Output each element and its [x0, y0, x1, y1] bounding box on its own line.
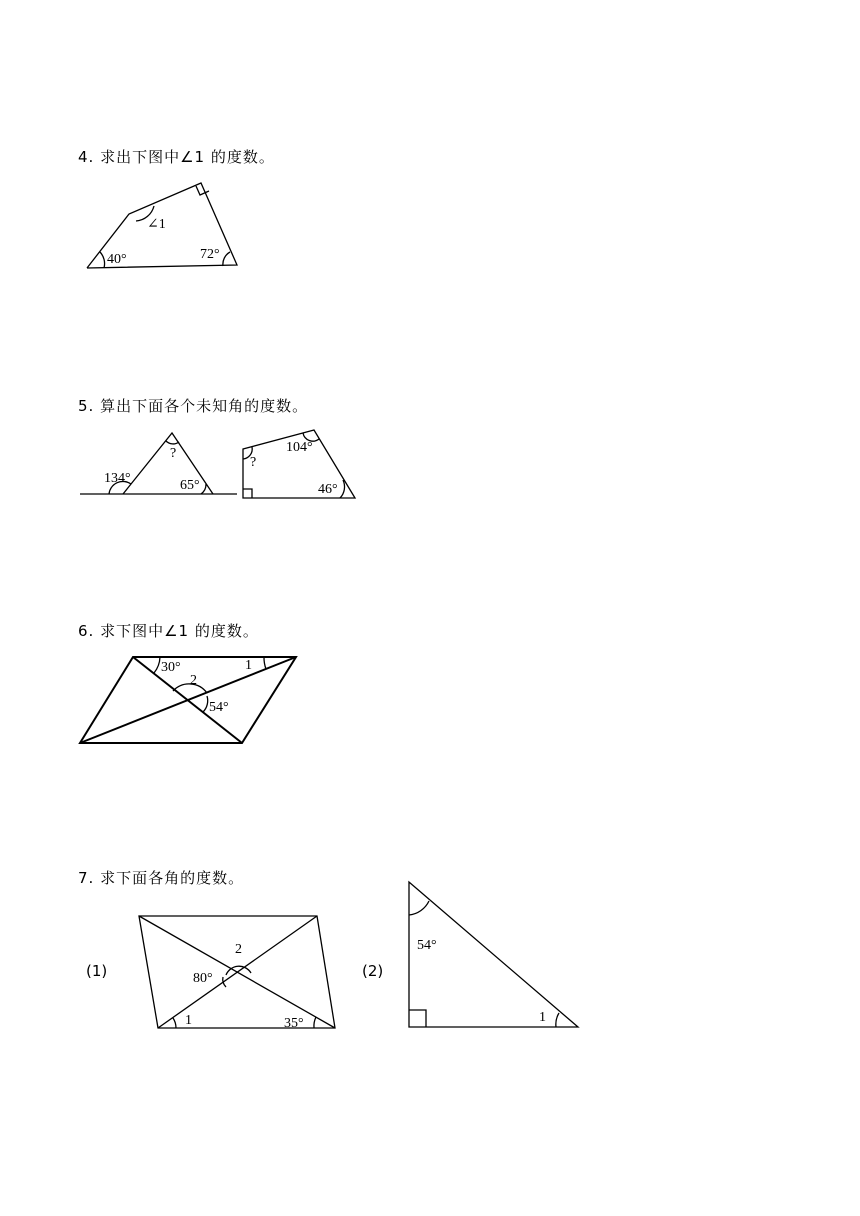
question-text: 算出下面各个未知角的度数。 — [100, 397, 309, 415]
question-number: 5. — [78, 397, 95, 415]
right-triangle-outline — [409, 882, 578, 1027]
sub-label-1: (1) — [86, 962, 108, 980]
label-72: 72° — [200, 247, 220, 262]
question-text: 求下面各角的度数。 — [100, 869, 245, 887]
label-46: 46° — [318, 482, 338, 497]
question-number: 4. — [78, 148, 95, 166]
question-text: 求下图中∠1 的度数。 — [100, 622, 259, 640]
angle-1-arc — [173, 1018, 176, 1028]
right-angle-mark — [409, 1010, 426, 1027]
label-quad-unknown: ? — [250, 455, 257, 470]
label-54: 54° — [209, 700, 229, 715]
angle-1-arc — [556, 1013, 559, 1027]
label-2: 2 — [235, 942, 242, 957]
label-65: 65° — [180, 478, 200, 493]
question-number: 7. — [78, 869, 95, 887]
label-angle-1: ∠1 — [147, 217, 166, 232]
label-1: 1 — [539, 1010, 546, 1025]
label-35: 35° — [284, 1016, 304, 1031]
label-2: 2 — [190, 673, 197, 688]
angle-54-arc — [409, 901, 429, 915]
question-text: 求出下图中∠1 的度数。 — [100, 148, 275, 166]
label-54: 54° — [417, 938, 437, 953]
label-tri-unknown: ? — [170, 446, 177, 461]
label-134: 134° — [104, 471, 131, 486]
diagonal-2 — [158, 916, 317, 1028]
angle-35-arc — [314, 1017, 316, 1028]
sub-label-2: (2) — [362, 962, 384, 980]
label-80: 80° — [193, 971, 213, 986]
label-104: 104° — [286, 440, 313, 455]
question-number: 6. — [78, 622, 95, 640]
label-40: 40° — [107, 252, 127, 267]
label-1: 1 — [245, 658, 252, 673]
label-1: 1 — [185, 1013, 192, 1028]
label-30: 30° — [161, 660, 181, 675]
